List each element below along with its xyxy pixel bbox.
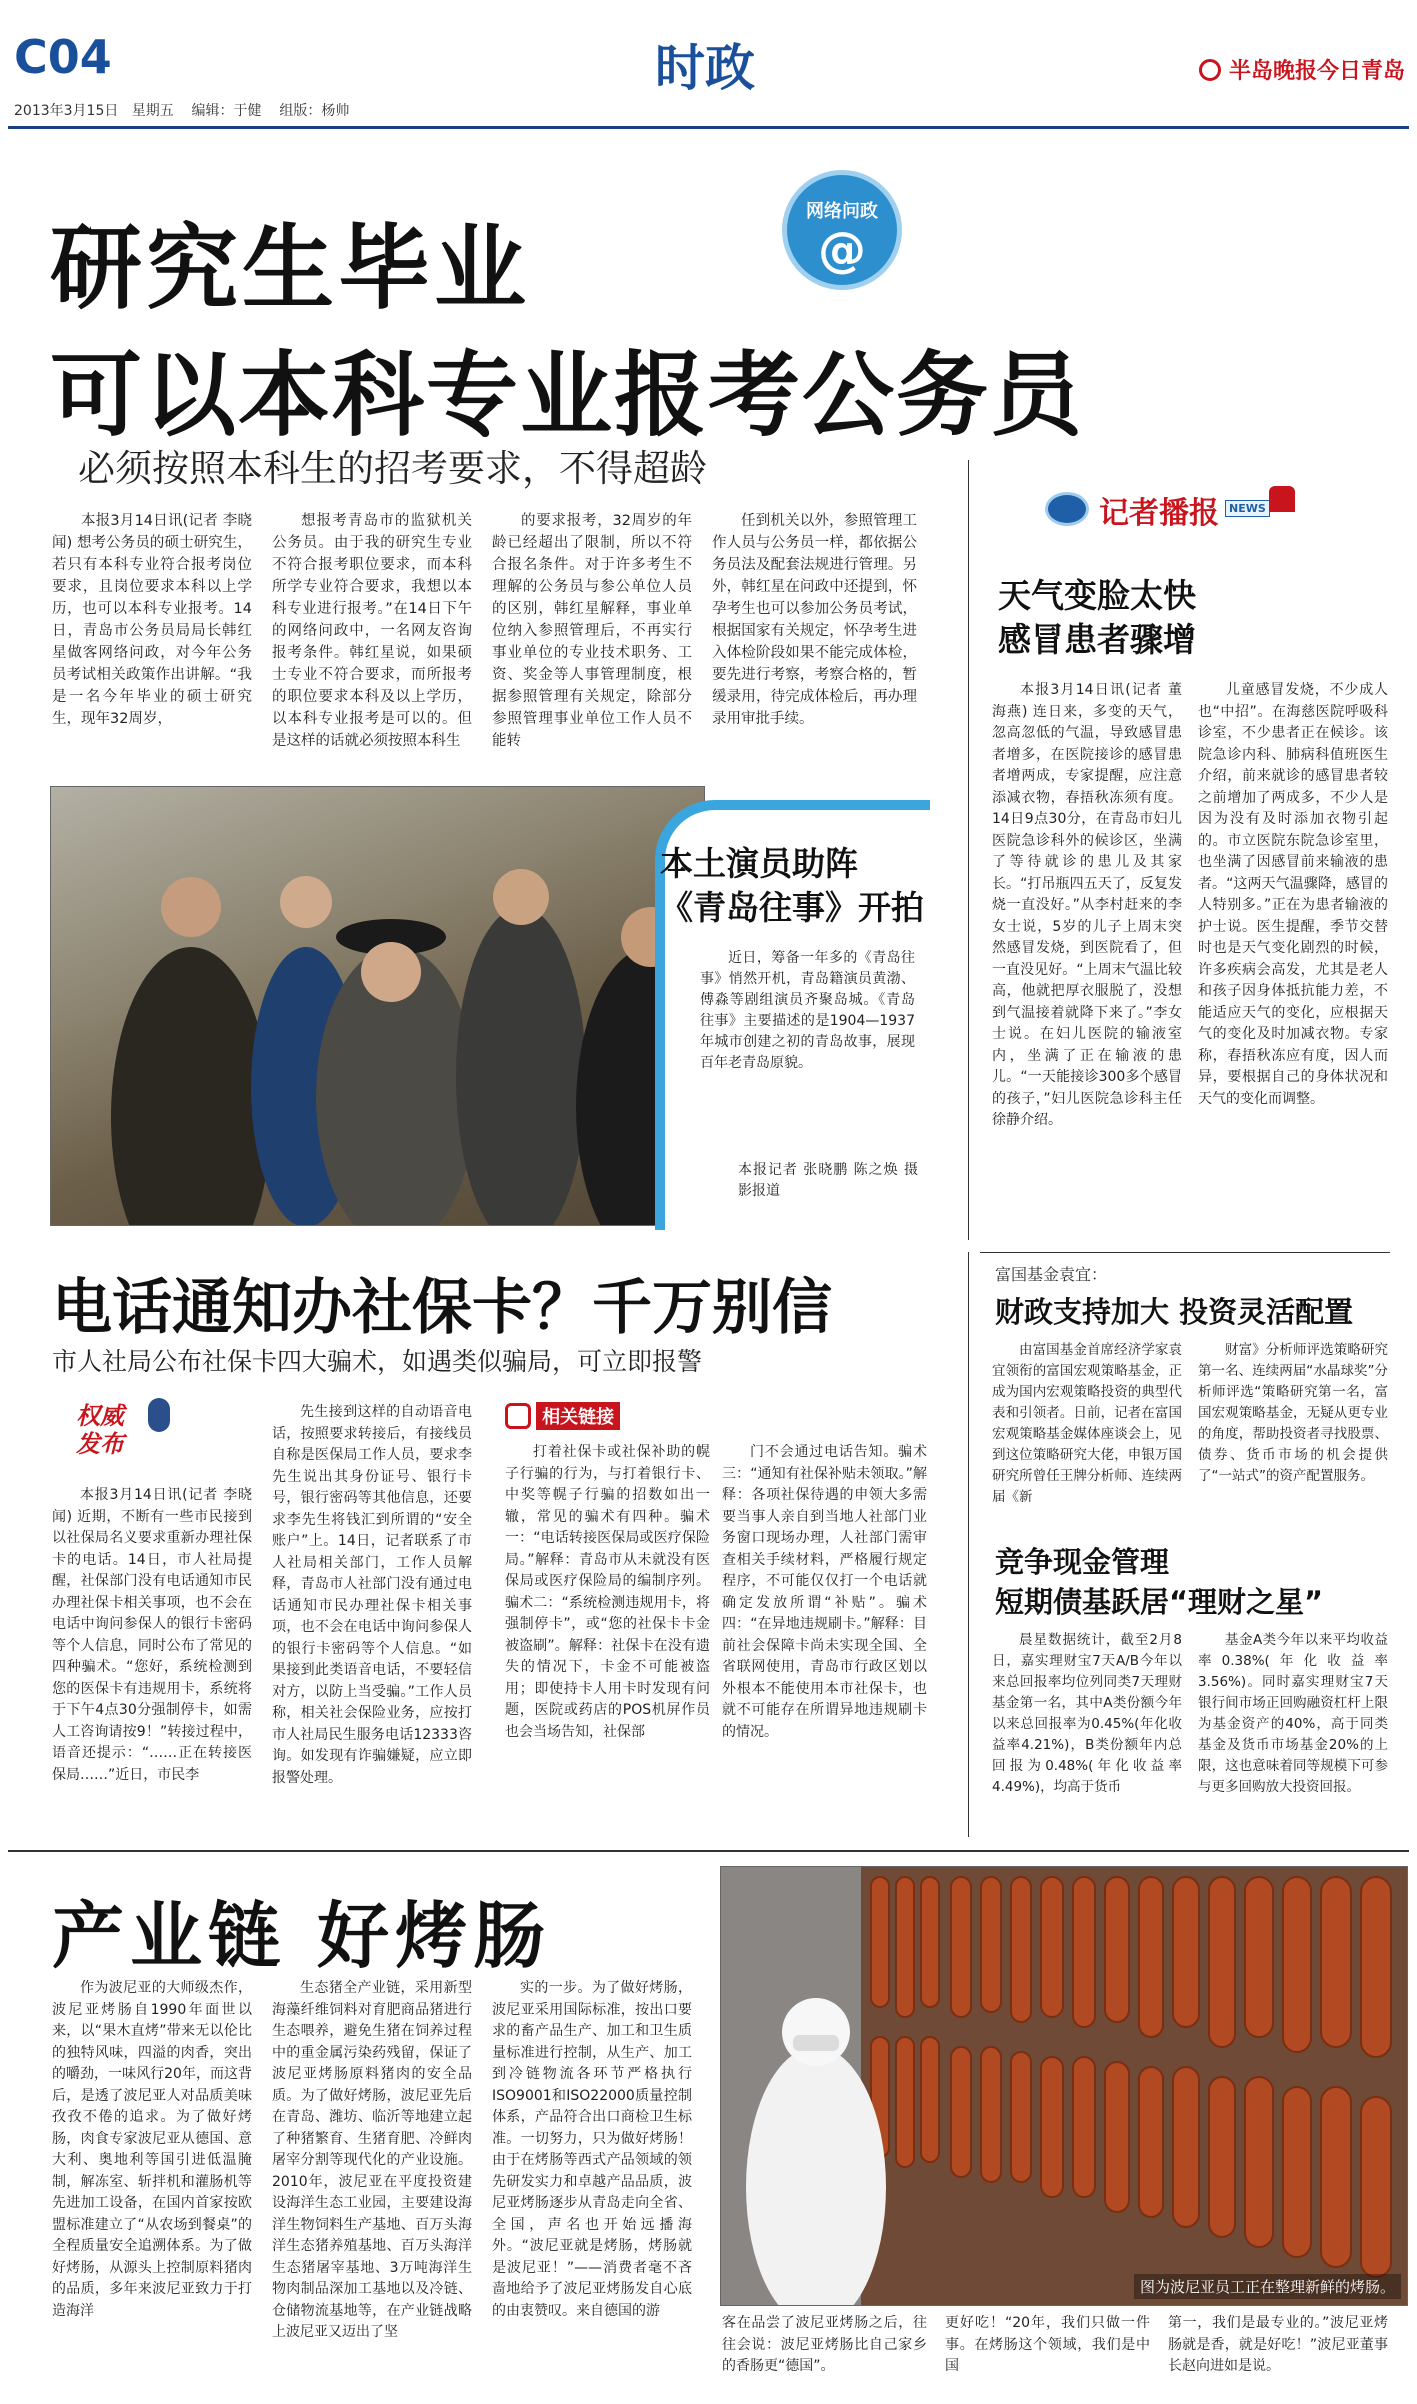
logo-icon: [1199, 59, 1221, 81]
art1-col3-text: 的要求报考，32周岁的年龄已经超出了限制，所以不符合报名条件。对于许多考生不理解的公务员与参公单位人员的区别，韩红星解释，事业单位纳入参照管理后，不再实行事业单位的专业技术职务、工资、奖金等人事管理制度，根据参照管理有关规定，除部分参照管理事业单位工作人员不能转: [492, 513, 692, 749]
art3-col2-text: 儿童感冒发烧，不少成人也“中招”。在海慈医院呼吸科诊室，不少患者正在候诊。该院急诊内科、肺病科值班医生介绍，前来就诊的感冒患者较之前增加了两成多，不少人是因为没有及时添加衣物引起的。市立医院东院急诊室里，也坐满了因感冒前来输液的患者。“这两天气温骤降，感冒的人特别多。”正在为患者输液的护士说。医生提醒，季节交替时也是天气变化剧烈的时候，许多疾病会高发，尤其是老人和孩子因身体抵抗能力差，不能适应天气的变化，应根据天气的变化及时加减衣物。专家称，春捂秋冻应有度，因人而异，要根据自己的身体状况和天气的变化而调整。: [1198, 682, 1388, 1107]
art7-title: 产业链 好烤肠: [52, 1894, 552, 1978]
art1-col4-text: 任到机关以外，参照管理工作人员与公务员一样，都依据公务员法及配套法规进行管理。另外，韩红星在问政中还提到，怀孕考生也可以参加公务员考试，根据国家有关规定，怀孕考生进入体检阶段如果不能完成体检，要先进行考察，考察合格的，暂缓录用，待完成体检后，再办理录用审批手续。: [712, 513, 917, 727]
art7-col3: [492, 1978, 692, 2398]
layout-editor: 组版：杨帅: [279, 103, 350, 119]
art4-col2-text: 财富》分析师评选策略研究第一名、连续两届“水晶球奖”分析师评选“策略研究第一名，富国宏观策略基金，无疑从更专业的角度，帮助投资者寻找股票、债券、货币市场的机会提供了“一站式”的资产配置服务。: [1198, 1342, 1388, 1484]
art3-title-line2: 感冒患者骤增: [998, 620, 1196, 659]
art7-col2: [272, 1978, 472, 2398]
art7-bottom-col2: [945, 2313, 1150, 2399]
art6-col1-text: 本报3月14日讯(记者 李晓闻) 近期，不断有一些市民接到以社保局名义要求重新办理社保卡的电话。14日，市人社局提醒，社保部门没有电话通知市民办理社保卡相关事项，也不会在电话中询问参保人的银行卡密码等个人信息，同时公布了常见的四种骗术。“您好，系统检测到您的医保卡有违规用卡，系统将于下午4点30分强制停卡，如需人工咨询请按9！”转接过程中，语音还提示：“……正在转接医保局……”近日，市民李: [52, 1487, 252, 1783]
art1-col1-text: 本报3月14日讯(记者 李晓闻) 想考公务员的硕士研究生，若只有本科专业符合报考岗位要求，且岗位要求本科以上学历，也可以本科专业报考。14日，青岛市公务员局局长韩红星做客网络问政，对今年公务员考试相关政策作出讲解。“我是一名今年毕业的硕士研究生，现年32周岁，: [52, 513, 252, 727]
art5-col1-text: 晨星数据统计，截至2月8日，嘉实理财宝7天A/B今年以来总回报率均位列同类7天理财基金第一名，其中A类份额今年以来总回报率为0.45%(年化收益率4.21%)，B类份额年内总回报为0.48%(年化收益率4.49%)，均高于货币: [992, 1632, 1182, 1795]
art1-subtitle: 必须按照本科生的招考要求，不得超龄: [78, 447, 707, 490]
art6-col3-text: 打着社保卡或社保补助的幌子行骗的行为，与打着银行卡、中奖等幌子行骗的招数如出一辙，常见的骗术有四种。骗术一：“电话转接医保局或医疗保险局。”解释：青岛市从未就没有医保局或医疗保险局的编制序列。骗术二：“系统检测违规用卡，将强制停卡”，或“您的社保卡卡金被盗刷”。解释：社保卡在没有遗失的情况下，卡金不可能被盗用；即使持卡人用卡时发现有问题，医院或药店的POS机屏作员也会当场告知，社保部: [505, 1444, 710, 1740]
art3-col2: [1198, 680, 1388, 1225]
art3-col1-text: 本报3月14日讯(记者 董海燕) 连日来，多变的天气，忽高忽低的气温，导致感冒患者增多，在医院接诊的感冒患者增两成，专家提醒，应注意添减衣物，春捂秋冻须有度。14日9点30分，在青岛市妇儿医院急诊科外的候诊区，坐满了等待就诊的患儿及其家长。“打吊瓶四五天了，反复发烧一直没好。”从李村赶来的李女士说，5岁的儿子上周末突然感冒发烧，到医院看了，但一直没见好。“上周末气温比较高，他就把厚衣服脱了，没想到气温接着就降下来了。”李女士说。在妇儿医院的输液室内，坐满了正在输液的患儿。“一天能接诊300多个感冒的孩子，”妇儿医院急诊科主任徐静介绍。: [992, 682, 1182, 1128]
authority-release-badge: [70, 1392, 180, 1462]
broadcast-label: 记者播报: [1099, 496, 1219, 531]
editor: 编辑：于健: [191, 103, 262, 119]
art6-col2-text: 先生接到这样的自动语音电话，按照要求转接后，有接线员自称是医保局工作人员，要求李先生说出其身份证号、银行卡号，银行密码等其他信息，还要求李先生将钱汇到所谓的“安全账户”上。14日，记者联系了市人社局相关部门，工作人员解释，青岛市人社部门没有通过电话通知市民办理社保卡相关事项，也不会在电话中询问参保人的银行卡密码等个人信息。“如果接到此类语音电话，不要轻信对方，以防上当受骗。”工作人员称，相关社会保险业务，应按打市人社局民生服务电话12333咨询。如发现有诈骗嫌疑，应立即报警处理。: [272, 1404, 472, 1786]
megaphone-icon: [1045, 492, 1089, 526]
art5-title-line2: 短期债基跃居“理财之星”: [995, 1585, 1324, 1619]
net-inquiry-badge: [782, 170, 902, 290]
art5-col1: [992, 1630, 1182, 1830]
authority-release-label: 权威发布: [76, 1402, 124, 1458]
sausage-factory-photo: [720, 1866, 1408, 2306]
art1-col3: [492, 510, 692, 772]
art6-col4: [722, 1442, 927, 1830]
link-icon: [505, 1403, 531, 1429]
microphone-icon: [148, 1398, 170, 1432]
art4-title: 财政支持加大 投资灵活配置: [995, 1295, 1354, 1329]
art2-title-line2: 《青岛往事》开拍: [660, 888, 924, 927]
art4-top-rule: [980, 1252, 1390, 1253]
paper-name: 半岛晚报今日青岛: [1228, 59, 1405, 84]
art2-credit-text: 本报记者 张晓鹏 陈之焕 摄影报道: [738, 1162, 918, 1199]
art6-col4-text: 门不会通过电话告知。骗术三：“通知有社保补贴未领取。”解释：各项社保待遇的申领大多需要当事人亲自到当地人社部门业务窗口现场办理，人社部门需审查相关手续材料，严格履行规定程序，不可能仅仅打一个电话就确定发放所谓“补贴”。骗术四：“在异地违规刷卡。”解释：目前社会保障卡尚未实现全国、全省联网使用，青岛市行政区划以外根本不能使用本市社保卡，也就不可能存在所谓异地违规刷卡的情况。: [722, 1444, 927, 1740]
art5-col2: [1198, 1630, 1388, 1830]
art1-col2: [272, 510, 472, 772]
art4-kicker: 富国基金袁宜：: [995, 1265, 1108, 1284]
at-icon: @: [818, 222, 866, 278]
lower-section-rule: [8, 1850, 1409, 1852]
art7-bottom-col1: [722, 2313, 927, 2399]
sausage-rack-illustration: [721, 1867, 1408, 2306]
right-column-rule: [968, 460, 969, 1240]
film-crew-photo: [50, 786, 705, 1226]
art3-title-line1: 天气变脸太快: [998, 576, 1196, 615]
header-rule: [8, 126, 1409, 129]
art7-bottom-col2-text: 更好吃！“20年，我们只做一件事。在烤肠这个领域，我们是中国: [945, 2315, 1150, 2374]
art7-bottom-col3: [1168, 2313, 1388, 2399]
section-title: 时政: [655, 39, 755, 97]
art6-col3: [505, 1442, 710, 1830]
page-number: C04: [14, 30, 112, 84]
art1-col4: [712, 510, 917, 772]
mid-column-rule: [968, 1252, 969, 1837]
weekday: 星期五: [131, 103, 174, 119]
paper-logo: [1199, 54, 1405, 85]
art6-title: 电话通知办社保卡？千万别信: [52, 1273, 832, 1343]
art5-title-line1: 竞争现金管理: [995, 1545, 1170, 1579]
art6-subtitle: 市人社局公布社保卡四大骗术，如遇类似骗局，可立即报警: [52, 1347, 703, 1376]
news-tag: NEWS: [1225, 500, 1270, 517]
reporter-broadcast-badge: [1045, 478, 1300, 538]
art4-col2: [1198, 1340, 1388, 1532]
art4-col1-text: 由富国基金首席经济学家袁宜领衔的富国宏观策略基金，正成为国内宏观策略投资的典型代表和引领者。日前，记者在富国宏观策略基金媒体座谈会上，见到这位策略研究大佬，申银万国研究所曾任王牌分析师、连续两届《新: [992, 1342, 1182, 1505]
art6-col2: [272, 1402, 472, 1830]
art7-bottom-col1-text: 客在品尝了波尼亚烤肠之后，往往会说：波尼亚烤肠比自己家乡的香肠更“德国”。: [722, 2315, 927, 2374]
art2-credit: [738, 1160, 918, 1208]
art4-col1: [992, 1340, 1182, 1532]
art2-body: [700, 948, 915, 1148]
art7-col1: [52, 1978, 252, 2398]
dateline: [14, 100, 349, 120]
art7-col3-text: 实的一步。为了做好烤肠，波尼亚采用国际标准，按出口要求的畜产品生产、加工和卫生质量标准进行控制，从生产、加工到冷链物流各环节严格执行ISO9001和ISO22000质量控制体系，产品符合出口商检卫生标准。一切努力，只为做好烤肠！由于在烤肠等西式产品领域的领先研发实力和卓越产品品质，波尼亚烤肠逐步从青岛走向全省、全国，声名也开始远播海外。“波尼亚就是烤肠，烤肠就是波尼亚！”——消费者毫不吝啬地给予了波尼亚烤肠发自心底的由衷赞叹。来自德国的游: [492, 1980, 692, 2319]
related-link-label: 相关链接: [536, 1402, 620, 1430]
art3-col1: [992, 680, 1182, 1225]
art7-bottom-col3-text: 第一，我们是最专业的。”波尼亚烤肠就是香，就是好吃！”波尼亚董事长赵向进如是说。: [1168, 2315, 1388, 2374]
mailbox-icon: [1269, 486, 1295, 512]
film-crew-figures: [51, 787, 705, 1226]
art6-col1: [52, 1485, 252, 1830]
art2-body-text: 近日，筹备一年多的《青岛往事》悄然开机，青岛籍演员黄渤、傅淼等剧组演员齐聚岛城。《青岛往事》主要描述的是1904—1937年城市创建之初的青岛故事，展现百年老青岛原貌。: [700, 950, 915, 1071]
net-inquiry-label: 网络问政: [806, 201, 878, 222]
art1-col1: [52, 510, 252, 772]
art7-col2-text: 生态猪全产业链，采用新型海藻纤维饲料对育肥商品猪进行生态喂养，避免生猪在饲养过程中的重金属污染药残留，保证了波尼亚烤肠原料猪肉的安全品质。为了做好烤肠，波尼亚先后在青岛、潍坊、临沂等地建立起了种猪繁育、生猪育肥、冷鲜肉屠宰分割等现代化的产业设施。2010年，波尼亚在平度投资建设海洋生态工业园，主要建设海洋生物饲料生产基地、百万头海洋生态猪养殖基地、百万头海洋生态猪屠宰基地、3万吨海洋生物肉制品深加工基地以及冷链、仓储物流基地等，在产业链战略上波尼亚又迈出了坚: [272, 1980, 472, 2340]
art5-col2-text: 基金A类今年以来平均收益率0.38%(年化收益率3.56%)。同时嘉实理财宝7天银行间市场正回购融资杠杆上限为基金资产的40%，高于同类基金及货币市场基金20%的上限，这也意味着同等规模下可参与更多回购放大投资回报。: [1198, 1632, 1388, 1795]
art1-title-line1: 研究生毕业: [50, 215, 531, 322]
art7-col1-text: 作为波尼亚的大师级杰作，波尼亚烤肠自1990年面世以来，以“果木直烤”带来无以伦比的独特风味，四溢的肉香，突出的嚼劲，一味风行20年，而这背后，是透了波尼亚人对品质美味孜孜不倦的追求。为了做好烤肠，肉食专家波尼亚从德国、意大利、奥地利等国引进低温腌制，解冻室、斩拌机和灌肠机等先进加工设备，在国内首家按欧盟标准建立了“从农场到餐桌”的全程质量安全追溯体系。为了做好烤肠，从源头上控制原料猪肉的品质，多年来波尼亚致力于打造海洋: [52, 1980, 252, 2319]
related-link-badge: [505, 1402, 620, 1432]
art1-col2-text: 想报考青岛市的监狱机关公务员。由于我的研究生专业不符合报考职位要求，而本科所学专业符合要求，我想以本科专业进行报考。”在14日下午的网络问政中，一名网友咨询报考条件。韩红星说，如果硕士专业不符合要求，而所报考的职位要求本科及以上学历，以本科专业报考是可以的。但是这样的话就必须按照本科生: [272, 513, 472, 749]
date: 2013年3月15日: [14, 103, 119, 119]
art2-title-line1: 本土演员助阵: [660, 844, 858, 883]
photo-caption: 图为波尼亚员工正在整理新鲜的烤肠。: [1134, 2274, 1401, 2299]
art1-title-line2: 可以本科专业报考公务员: [50, 342, 1085, 449]
